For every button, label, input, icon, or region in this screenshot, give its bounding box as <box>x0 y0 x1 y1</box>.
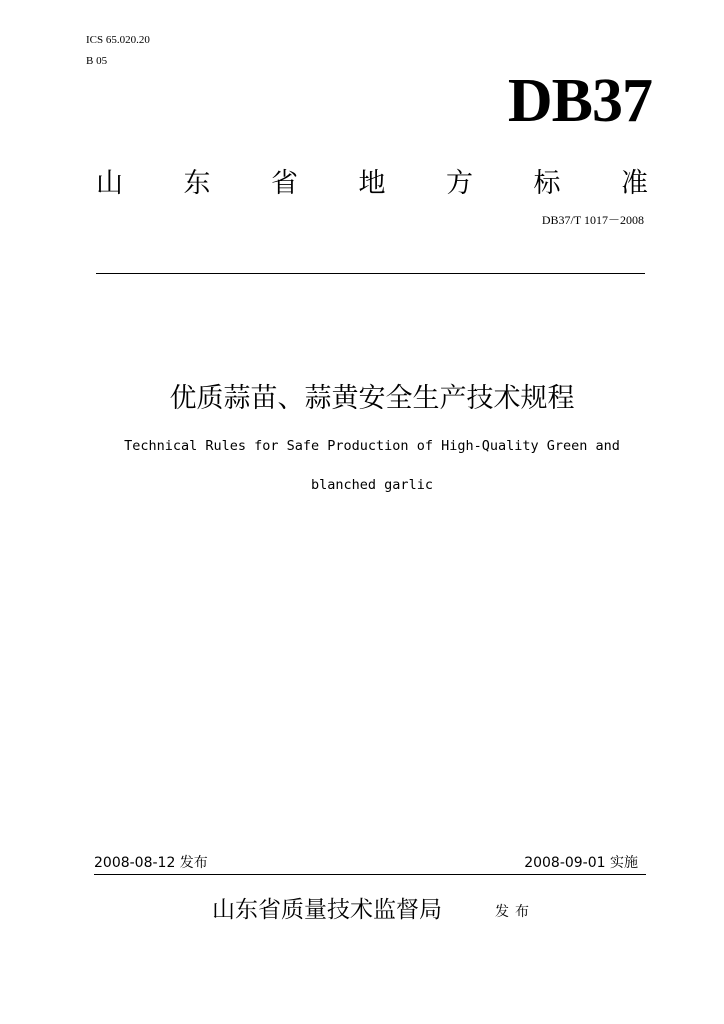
standard-type-char: 东 <box>183 168 211 199</box>
standard-type-char: 标 <box>533 168 561 199</box>
implementation-date: 2008-09-01 实施 <box>524 855 638 871</box>
top-divider <box>96 273 645 274</box>
standard-type-char: 山 <box>96 168 123 199</box>
standard-type-char: 省 <box>271 168 298 199</box>
title-english-line-2: blanched garlic <box>311 477 433 493</box>
title-chinese: 优质蒜苗、蒜黄安全生产技术规程 <box>169 383 575 414</box>
ccs-code: B 05 <box>86 55 108 67</box>
bottom-divider <box>94 874 646 875</box>
standard-number: DB37/T 1017－2008 <box>541 213 644 227</box>
standard-type-char: 准 <box>621 168 648 199</box>
issue-date: 2008-08-12 发布 <box>94 855 208 871</box>
issued-label: 发布 <box>495 904 535 920</box>
standard-type <box>96 166 648 202</box>
ics-code: ICS 65.020.20 <box>86 34 150 46</box>
standard-type-char: 方 <box>446 168 473 199</box>
standard-type-char: 地 <box>358 168 386 199</box>
title-english-line-1: Technical Rules for Safe Production of High-Quality Green and <box>124 438 620 454</box>
issuing-authority: 山东省质量技术监督局 <box>212 897 442 923</box>
standard-code: DB37 <box>507 67 652 135</box>
